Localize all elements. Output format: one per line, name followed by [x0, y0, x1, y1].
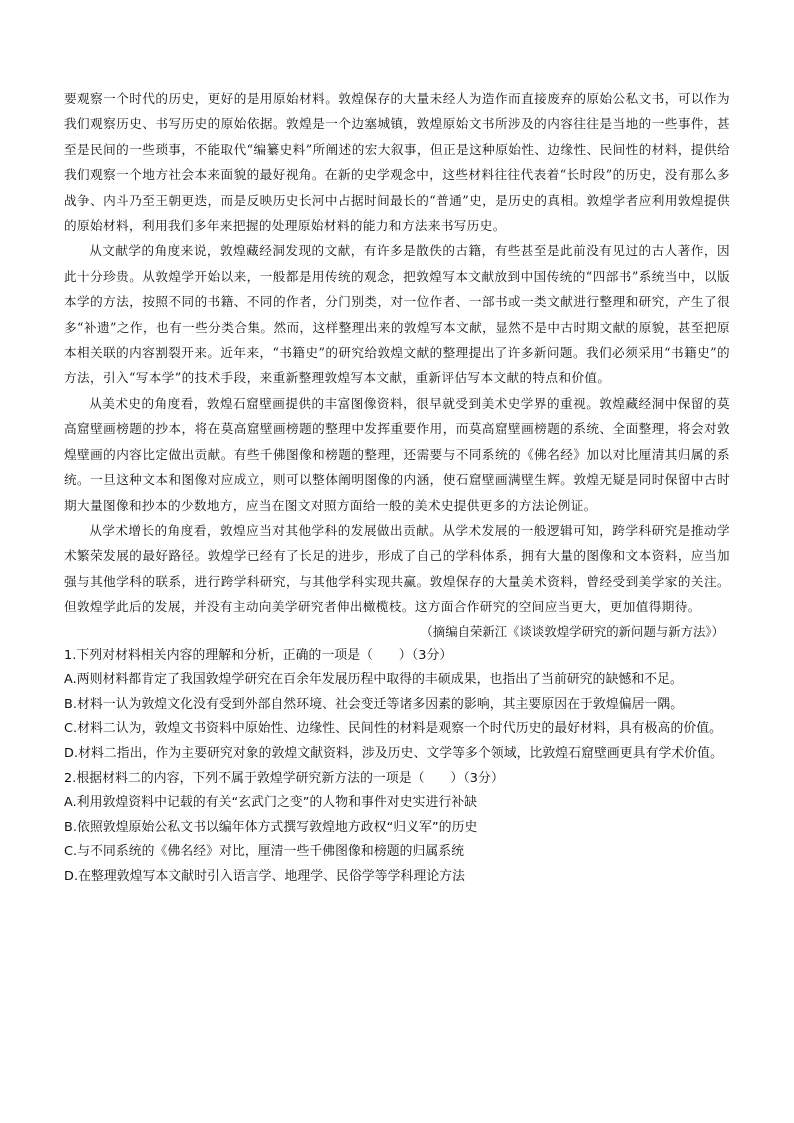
passage-paragraph-4: 从学术增长的角度看，敦煌应当对其他学科的发展做出贡献。从学术发展的一般逻辑可知，跨学科研究是推动学术繁荣发展的最好路径。敦煌学已经有了长足的进步，形成了自己的学科体系，拥有大量的图像和文本资料，应当加强与其他学科的联系，进行跨学科研究，与其他学科实现共赢。敦煌保存的大量美术资料，曾经受到美学家的关注。但敦煌学此后的发展，并没有主动向美学研究者伸出橄榄枝。这方面合作研究的空间应当更大，更加值得期待。	[64, 522, 730, 615]
passage-paragraph-2: 从文献学的角度来说，敦煌藏经洞发现的文献，有许多是散佚的古籍，有些甚至是此前没有见过的古人著作，因此十分珍贵。从敦煌学开始以来，一般都是用传统的观念，把敦煌写本文献放到中国传统的“四部书”系统当中，以版本学的方法，按照不同的书籍、不同的作者，分门别类，对一位作者、一部书或一类文献进行整理和研究，产生了很多“补遗”之作，也有一些分类合集。然而，这样整理出来的敦煌写本文献，显然不是中古时期文献的原貌，甚至把原本相关联的内容割裂开来。近年来，“书籍史”的研究给敦煌文献的整理提出了许多新问题。我们必须采用“书籍史”的方法，引入“写本学”的技术手段，来重新整理敦煌写本文献，重新评估写本文献的特点和价值。	[64, 243, 730, 386]
document-page	[64, 86, 730, 889]
question-option-c: C.材料二认为，敦煌文书资料中原始性、边缘性、民间性的材料是观察一个时代历史的最好材料，具有极高的价值。	[64, 721, 723, 737]
questions-section	[64, 644, 730, 890]
question-option-b: B.材料一认为敦煌文化没有受到外部自然环境、社会变迁等诸多因素的影响，其主要原因在于敦煌偏居一隅。	[64, 696, 684, 712]
question-1	[64, 644, 730, 767]
question-option-a: A.利用敦煌资料中记载的有关“玄武门之变”的人物和事件对史实进行补缺	[64, 795, 478, 811]
question-option-a: A.两则材料都肯定了我国敦煌学研究在百余年发展历程中取得的丰硕成果，也指出了当前研究的缺憾和不足。	[64, 672, 683, 688]
question-2	[64, 767, 730, 890]
question-option-b: B.依照敦煌原始公私文书以编年体方式撰写敦煌地方政权“归义军”的历史	[64, 819, 478, 835]
reading-passage	[64, 86, 730, 620]
passage-paragraph-3: 从美术史的角度看，敦煌石窟壁画提供的丰富图像资料，很早就受到美术史学界的重视。敦煌藏经洞中保留的莫高窟壁画榜题的抄本，将在莫高窟壁画榜题的整理中发挥重要作用，而莫高窟壁画榜题的系统、全面整理，将会对敦煌壁画的内容比定做出贡献。有些千佛图像和榜题的整理，还需要与不同系统的《佛名经》加以对比厘清其归属的系统。一旦这种文本和图像对应成立，则可以整体阐明图像的内涵，使石窟壁画满壁生辉。敦煌无疑是同时保留中古时期大量图像和抄本的少数地方，应当在图文对照方面给一般的美术史提供更多的方法论例证。	[64, 395, 730, 513]
question-option-c: C.与不同系统的《佛名经》对比，厘清一些千佛图像和榜题的归属系统	[64, 844, 465, 860]
passage-source: （摘编自荣新江《谈谈敦煌学研究的新问题与新方法》）	[420, 623, 724, 639]
question-option-d: D.在整理敦煌写本文献时引入语言学、地理学、民俗学等学科理论方法	[64, 868, 466, 884]
passage-paragraph-1: 要观察一个时代的历史，更好的是用原始材料。敦煌保存的大量未经人为造作而直接废弃的原始公私文书，可以作为我们观察历史、书写历史的原始依据。敦煌是一个边塞城镇，敦煌原始文书所涉及的内容往往是当地的一些事件，甚至是民间的一些琐事，不能取代“编纂史料”所阐述的宏大叙事，但正是这种原始性、边缘性、民间性的材料，提供给我们观察一个地方社会本来面貌的最好视角。在新的史学观念中，这些材料往往代表着“长时段”的历史，没有那么多战争、内斗乃至王朝更迭，而是反映历史长河中占据时间最长的“普通”史，是历史的真相。敦煌学者应利用敦煌提供的原始材料，利用我们多年来把握的处理原始材料的能力和方法来书写历史。	[64, 91, 730, 234]
question-option-d: D.材料二指出，作为主要研究对象的敦煌文献资料，涉及历史、文学等多个领域，比敦煌石窟壁画更具有学术价值。	[64, 745, 723, 761]
question-stem: 1.下列对材料相关内容的理解和分析，正确的一项是（ ）（3分）	[64, 647, 453, 663]
question-stem: 2.根据材料二的内容，下列不属于敦煌学研究新方法的一项是（ ）（3分）	[64, 770, 504, 786]
